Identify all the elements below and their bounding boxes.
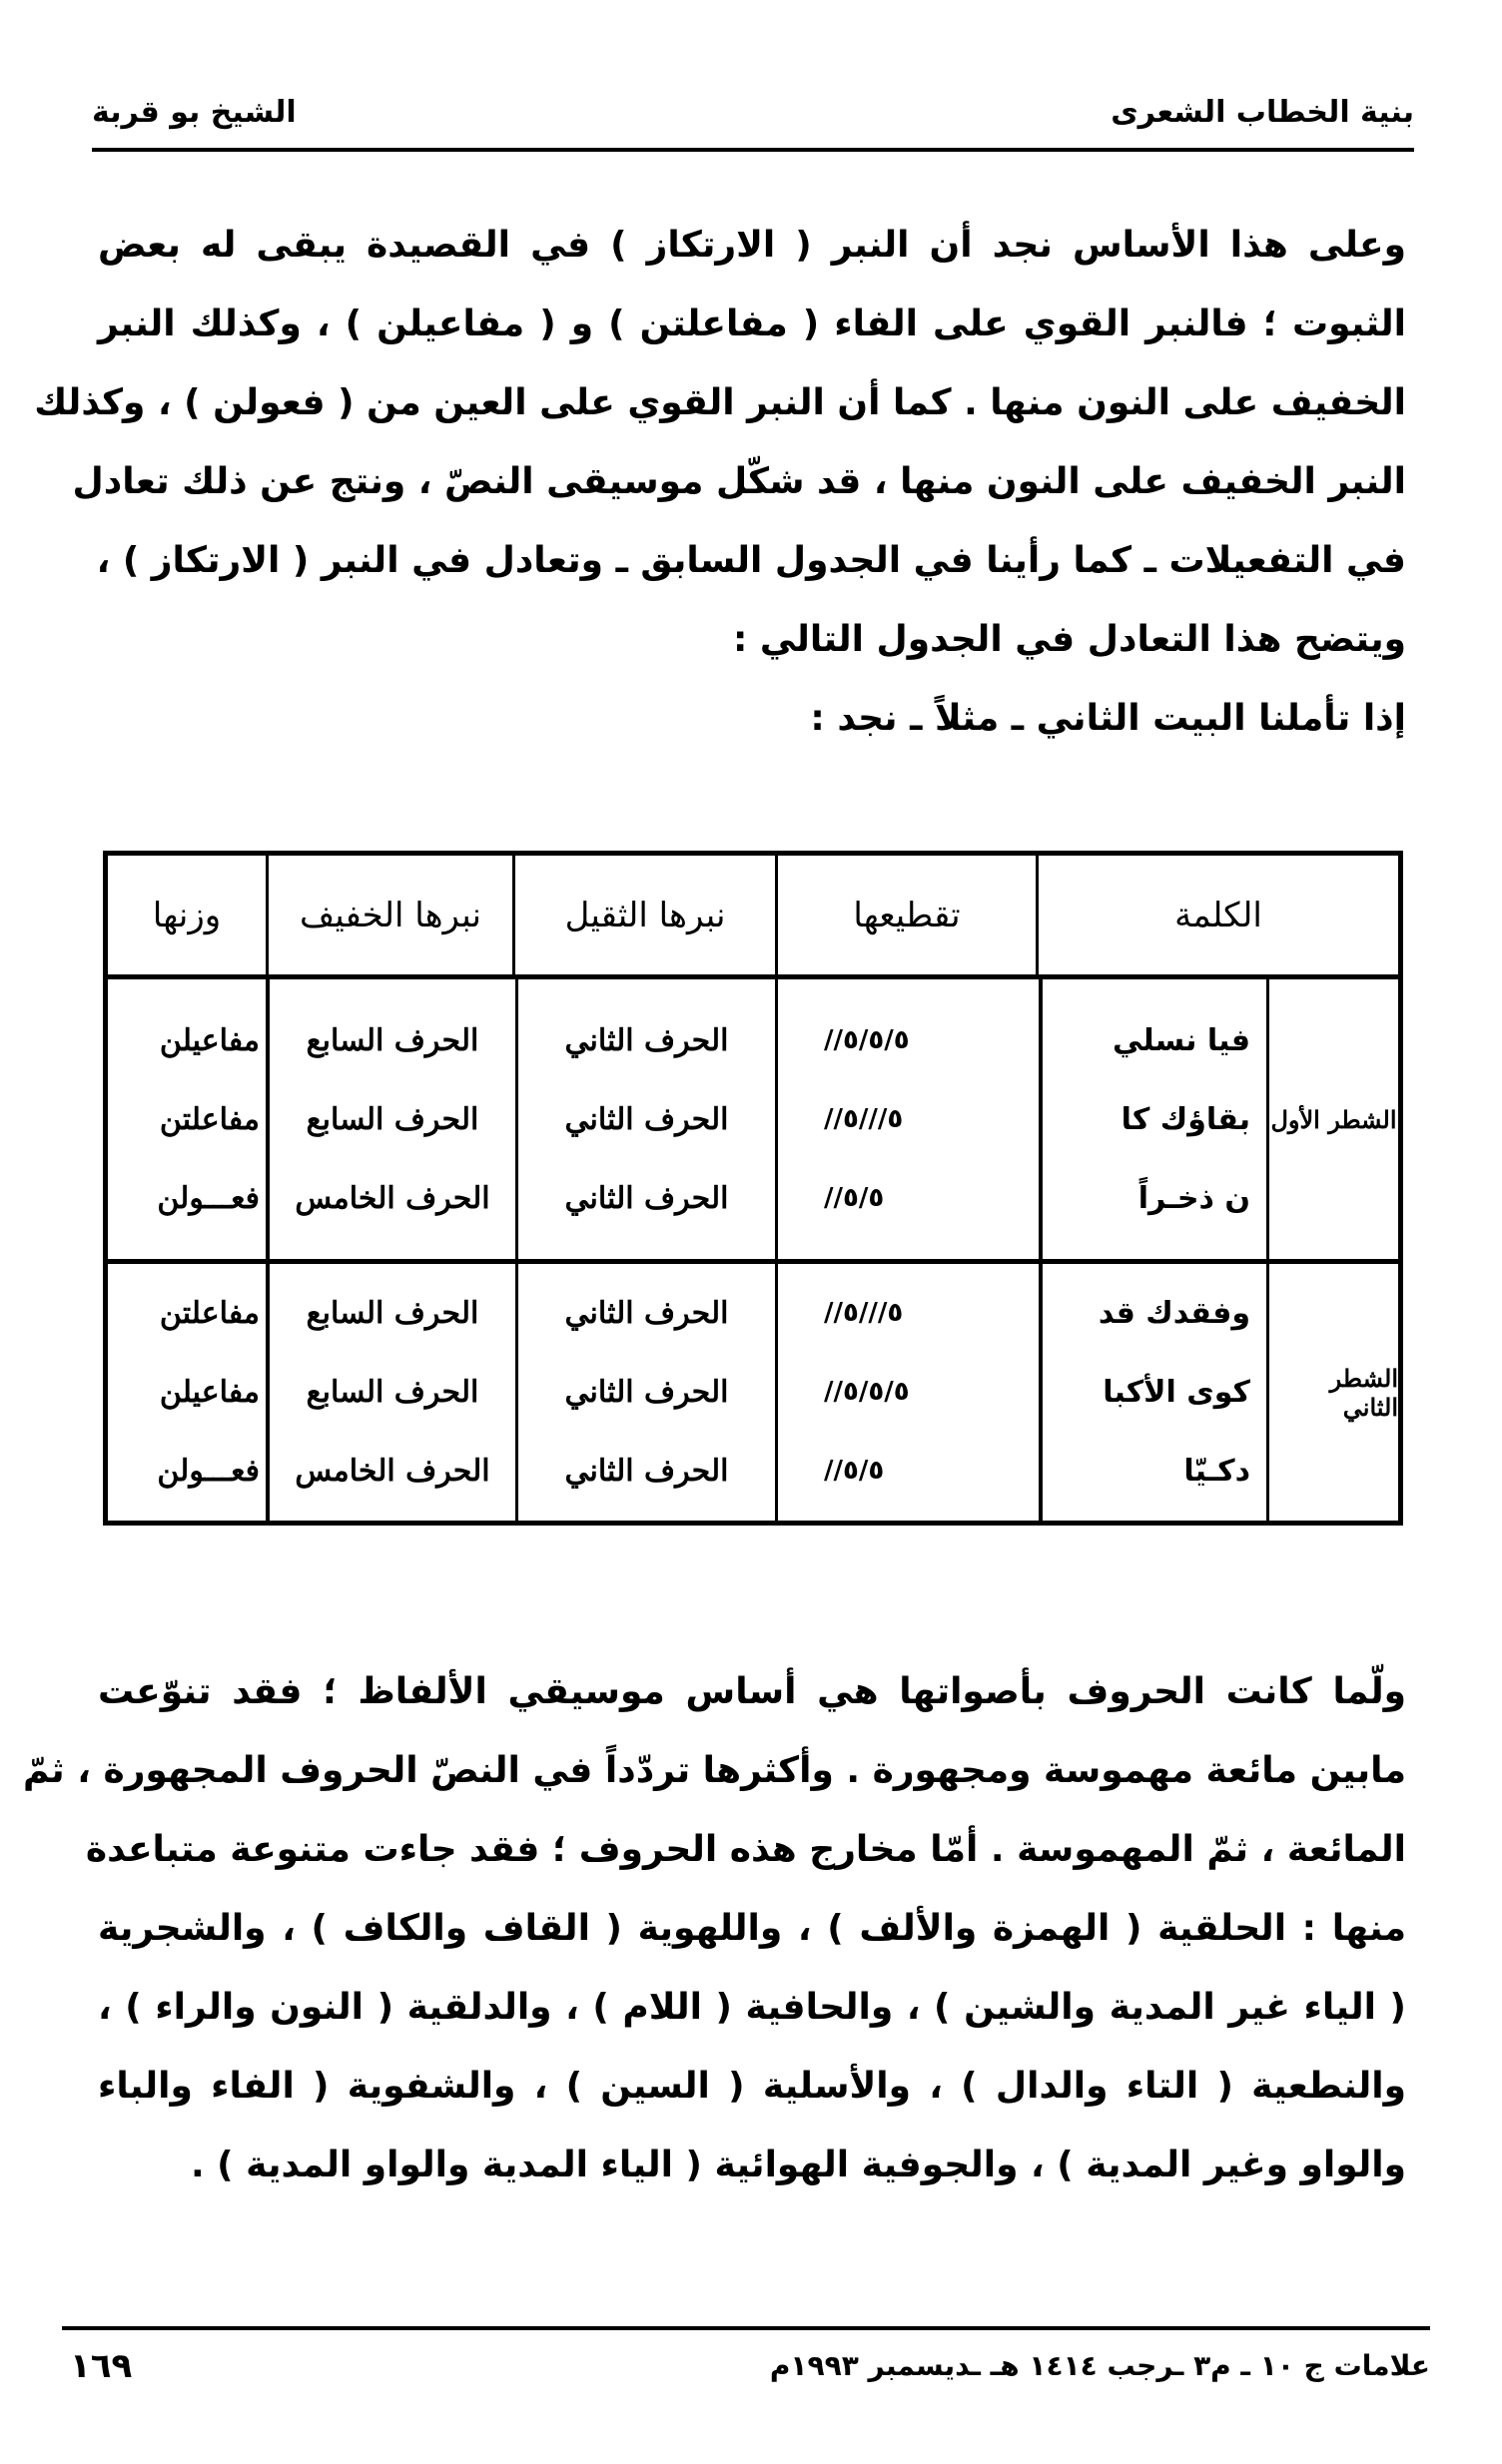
table-cell: الحرف الثاني (564, 1375, 729, 1410)
running-author: الشيخ بو قربة (92, 95, 297, 130)
text-line: وعلى هذا الأساس نجد أن النبر ( الارتكاز ) في القصيدة يبقى له بعض (98, 225, 1406, 266)
group-label: الشطر الثاني (1266, 1264, 1398, 1521)
table-cell: الحرف الثاني (564, 1022, 729, 1058)
table-cell: //٥///٥ (824, 1298, 904, 1328)
table-cell: الحرف الثاني (564, 1454, 729, 1489)
table-cell: كوى الأكبا (1103, 1375, 1250, 1410)
table-group-first-hemistich (108, 979, 1398, 1264)
table-cell: //٥/٥ (824, 1456, 885, 1486)
stress-table (103, 851, 1403, 1526)
table-cell: مفاعلتن (159, 1296, 260, 1331)
table-cell: وفقدك قد (1098, 1296, 1250, 1331)
text-line: المائعة ، ثمّ المهموسة . أمّا مخارج هذه الحروف ؛ فقد جاءت متنوعة متباعدة (85, 1829, 1406, 1870)
table-cell: //٥/٥/٥ (824, 1024, 910, 1055)
table-cell: //٥///٥ (824, 1103, 904, 1134)
text-line: منها : الحلقية ( الهمزة والألف ) ، واللهوية ( القاف والكاف ) ، والشجرية (98, 1908, 1406, 1949)
column-word (1039, 1264, 1266, 1521)
column-word (1039, 979, 1266, 1259)
text-line: إذا تأملنا البيت الثاني ـ مثلاً ـ نجد : (810, 698, 1406, 739)
text-line: والواو وغير المدية ) ، والجوفية الهوائية ( الياء المدية والواو المدية ) . (190, 2145, 1406, 2185)
header-word: الكلمة (1174, 895, 1262, 935)
journal-citation: علامات ج ١٠ ـ م٣ ـرجب ١٤١٤ هـ ـديسمبر ١٩٩٣م (769, 2349, 1430, 2382)
table-cell: مفاعلتن (159, 1101, 260, 1137)
text-line: النبر الخفيف على النون منها ، قد شكّل موسيقى النصّ ، ونتج عن ذلك تعادل (72, 461, 1406, 502)
column-scansion (775, 979, 1039, 1259)
running-title: بنية الخطاب الشعرى (1111, 95, 1414, 130)
table-cell: //٥/٥/٥ (824, 1377, 910, 1407)
group-label: الشطر الأول (1266, 979, 1398, 1259)
header-meter: وزنها (152, 895, 222, 935)
table-header-row (108, 856, 1398, 979)
text-line: الخفيف على النون منها . كما أن النبر القوي على العين من ( فعولن ) ، وكذلك (34, 382, 1406, 423)
table-cell: دكـيّا (1183, 1454, 1250, 1489)
table-cell: الحرف السابع (306, 1296, 479, 1331)
table-cell: الحرف السابع (306, 1101, 479, 1137)
text-line: في التفعيلات ـ كما رأينا في الجدول السابق ـ وتعادل في النبر ( الارتكاز ) ، (96, 540, 1406, 581)
table-cell: الحرف الثاني (564, 1101, 729, 1137)
column-light-stress (266, 979, 515, 1259)
page-number: ١٦٩ (70, 2346, 133, 2386)
table-cell: فيا نسلي (1113, 1022, 1250, 1058)
column-light-stress (266, 1264, 515, 1521)
table-cell: الحرف السابع (306, 1375, 479, 1410)
paragraph-letters (22, 1652, 1406, 2204)
table-cell: الحرف الثاني (564, 1296, 729, 1331)
running-footer (70, 2341, 1430, 2391)
text-line: الثبوت ؛ فالنبر القوي على الفاء ( مفاعلتن ) و ( مفاعيلن ) ، وكذلك النبر (98, 304, 1406, 344)
text-line: ولّما كانت الحروف بأصواتها هي أساس موسيقي الألفاظ ؛ فقد تنوّعت (98, 1671, 1406, 1712)
table-cell: مفاعيلن (159, 1022, 260, 1058)
footer-rule (62, 2326, 1430, 2330)
text-line: مابين مائعة مهموسة ومجهورة . وأكثرها تردّداً في النصّ الحروف المجهورة ، ثمّ (22, 1750, 1406, 1791)
header-light-stress: نبرها الخفيف (266, 856, 515, 974)
table-cell: ن ذخـراً (1137, 1180, 1250, 1216)
table-cell: الحرف الخامس (295, 1454, 490, 1489)
paragraph-intro (34, 206, 1406, 758)
table-cell: مفاعيلن (159, 1375, 260, 1410)
header-rule (92, 148, 1414, 152)
running-header (92, 88, 1414, 138)
table-cell: فعـــولن (157, 1180, 260, 1216)
header-scansion: تقطيعها (775, 856, 1039, 974)
table-cell: فعـــولن (157, 1454, 260, 1489)
text-line: والنطعية ( التاء والدال ) ، والأسلية ( السين ) ، والشفوية ( الفاء والباء (98, 2066, 1406, 2107)
table-cell: الحرف السابع (306, 1022, 479, 1058)
table-cell: الحرف الخامس (295, 1180, 490, 1216)
header-heavy-stress: نبرها الثقيل (564, 895, 726, 935)
table-cell: بقاؤك كا (1121, 1101, 1250, 1137)
text-line: ( الياء غير المدية والشين ) ، والحافية ( اللام ) ، والدلقية ( النون والراء ) ، (98, 1987, 1406, 2028)
column-meter (108, 979, 266, 1259)
table-cell: //٥/٥ (824, 1182, 885, 1213)
column-meter (108, 1264, 266, 1521)
table-cell: الحرف الثاني (564, 1180, 729, 1216)
column-scansion (775, 1264, 1039, 1521)
table-group-second-hemistich (108, 1264, 1398, 1521)
column-heavy-stress (515, 1264, 775, 1521)
column-heavy-stress (515, 979, 775, 1259)
text-line: ويتضح هذا التعادل في الجدول التالي : (732, 619, 1406, 660)
